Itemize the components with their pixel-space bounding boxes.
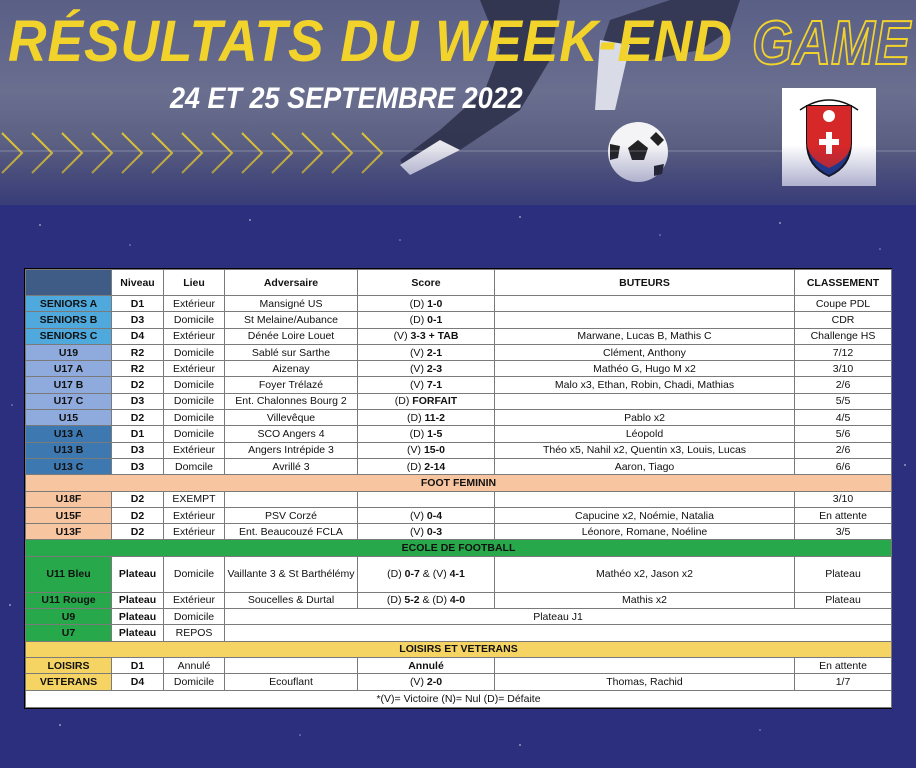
score-separator: & (V) <box>419 568 450 581</box>
lieu-cell: Domcile <box>164 458 225 474</box>
classement-cell: En attente <box>795 507 892 523</box>
table-row <box>26 524 892 540</box>
team-cell: U13 A <box>26 426 112 442</box>
buteurs-cell: Mathis x2 <box>495 592 795 608</box>
buteurs-cell <box>495 312 795 328</box>
header-lieu: Lieu <box>164 270 225 296</box>
table-row <box>26 296 892 312</box>
niveau-cell: D4 <box>112 328 164 344</box>
score-value: 4-1 <box>449 568 465 581</box>
score-cell <box>358 377 495 393</box>
buteurs-cell <box>495 296 795 312</box>
lieu-cell: Annulé <box>164 657 225 673</box>
section-title-feminin: FOOT FEMININ <box>26 475 892 491</box>
score-prefix: (V) <box>393 330 411 343</box>
team-cell: U17 B <box>26 377 112 393</box>
niveau-cell: D2 <box>112 377 164 393</box>
table-row <box>26 674 892 690</box>
lieu-cell: Domicile <box>164 312 225 328</box>
section-row <box>26 475 892 491</box>
score-value: 2-1 <box>426 346 443 359</box>
score-value: 5-2 <box>404 594 420 607</box>
niveau-cell: Plateau <box>112 609 164 625</box>
table-row <box>26 556 892 592</box>
table-row <box>26 426 892 442</box>
section-row <box>26 641 892 657</box>
buteurs-cell: Aaron, Tiago <box>495 458 795 474</box>
score-cell <box>358 344 495 360</box>
score-prefix: (D) <box>409 297 428 310</box>
table-row <box>26 377 892 393</box>
legend-text: *(V)= Victoire (N)= Nul (D)= Défaite <box>26 690 892 707</box>
team-cell: U9 <box>26 609 112 625</box>
niveau-cell: D3 <box>112 442 164 458</box>
score-value: 1-0 <box>427 297 443 310</box>
score-value: FORFAIT <box>412 395 458 408</box>
niveau-cell: D3 <box>112 393 164 409</box>
buteurs-cell: Marwane, Lucas B, Mathis C <box>495 328 795 344</box>
team-cell: U15F <box>26 507 112 523</box>
lieu-cell: REPOS <box>164 625 225 641</box>
club-crest-icon <box>782 88 876 186</box>
lieu-cell: Extérieur <box>164 296 225 312</box>
score-value: 2-14 <box>424 460 446 473</box>
lieu-cell: Domicile <box>164 410 225 426</box>
buteurs-cell: Capucine x2, Noémie, Natalia <box>495 507 795 523</box>
team-cell: LOISIRS <box>26 657 112 673</box>
score-cell <box>358 524 495 540</box>
team-cell: U11 Bleu <box>26 556 112 592</box>
table-row <box>26 410 892 426</box>
adversaire-cell: Sablé sur Sarthe <box>225 344 358 360</box>
football-icon <box>598 120 678 184</box>
score-cell <box>358 312 495 328</box>
score-prefix: (D) <box>386 594 405 607</box>
niveau-cell: D1 <box>112 426 164 442</box>
niveau-cell: D1 <box>112 296 164 312</box>
lieu-cell: Domicile <box>164 393 225 409</box>
adversaire-cell: Ecouflant <box>225 674 358 690</box>
team-cell: SENIORS C <box>26 328 112 344</box>
classement-cell: 1/7 <box>795 674 892 690</box>
lieu-cell: Domicile <box>164 344 225 360</box>
niveau-cell: D2 <box>112 491 164 507</box>
buteurs-cell: Malo x3, Ethan, Robin, Chadi, Mathias <box>495 377 795 393</box>
niveau-cell: Plateau <box>112 592 164 608</box>
buteurs-cell: Clément, Anthony <box>495 344 795 360</box>
table-row <box>26 625 892 641</box>
buteurs-cell: Pablo x2 <box>495 410 795 426</box>
adversaire-cell: Ent. Chalonnes Bourg 2 <box>225 393 358 409</box>
niveau-cell: D2 <box>112 524 164 540</box>
note-cell: Plateau J1 <box>225 609 892 625</box>
adversaire-cell: Soucelles & Durtal <box>225 592 358 608</box>
niveau-cell: R2 <box>112 344 164 360</box>
score-value: 0-3 <box>426 525 443 538</box>
buteurs-cell: Mathéo x2, Jason x2 <box>495 556 795 592</box>
section-row <box>26 540 892 556</box>
score-prefix: (V) <box>409 525 427 538</box>
buteurs-cell: Mathéo G, Hugo M x2 <box>495 361 795 377</box>
adversaire-cell: Vaillante 3 & St Barthélémy <box>225 556 358 592</box>
lieu-cell: Extérieur <box>164 507 225 523</box>
results-table <box>24 268 892 709</box>
score-prefix: (V) <box>409 509 427 522</box>
lieu-cell: Domicile <box>164 609 225 625</box>
classement-cell: En attente <box>795 657 892 673</box>
score-prefix: (V) <box>409 379 427 392</box>
classement-cell: 3/10 <box>795 491 892 507</box>
lieu-cell: Extérieur <box>164 592 225 608</box>
score-cell <box>358 507 495 523</box>
adversaire-cell: Avrillé 3 <box>225 458 358 474</box>
score-prefix: (D) <box>394 395 413 408</box>
classement-cell: 5/6 <box>795 426 892 442</box>
page-title: RÉSULTATS DU WEEK-END <box>8 9 733 74</box>
classement-cell: Plateau <box>795 592 892 608</box>
niveau-cell: D2 <box>112 507 164 523</box>
score-cell <box>358 442 495 458</box>
score-value: 2-0 <box>426 675 443 688</box>
score-value: 2-3 <box>426 362 443 375</box>
niveau-cell: D3 <box>112 312 164 328</box>
team-cell: SENIORS A <box>26 296 112 312</box>
buteurs-cell: Léopold <box>495 426 795 442</box>
score-value: 0-7 <box>404 568 420 581</box>
team-cell: U17 C <box>26 393 112 409</box>
header-team <box>26 270 112 296</box>
classement-cell: 7/12 <box>795 344 892 360</box>
team-cell: U13F <box>26 524 112 540</box>
adversaire-cell: Angers Intrépide 3 <box>225 442 358 458</box>
buteurs-cell <box>495 393 795 409</box>
adversaire-cell: St Melaine/Aubance <box>225 312 358 328</box>
team-cell: U13 B <box>26 442 112 458</box>
buteurs-cell: Thomas, Rachid <box>495 674 795 690</box>
table-row <box>26 328 892 344</box>
team-cell: U19 <box>26 344 112 360</box>
score-cell <box>358 556 495 592</box>
score-prefix: (V) <box>409 362 427 375</box>
table-row <box>26 361 892 377</box>
team-cell: U15 <box>26 410 112 426</box>
score-value: 3-3 + TAB <box>410 330 459 343</box>
lieu-cell: Domicile <box>164 556 225 592</box>
lieu-cell: Domicile <box>164 674 225 690</box>
score-cell <box>358 393 495 409</box>
classement-cell: 3/10 <box>795 361 892 377</box>
team-cell: U18F <box>26 491 112 507</box>
score-cell <box>358 426 495 442</box>
score-prefix: (D) <box>407 411 425 424</box>
classement-cell: CDR <box>795 312 892 328</box>
lieu-cell: Extérieur <box>164 524 225 540</box>
score-value: 7-1 <box>426 379 443 392</box>
niveau-cell: D4 <box>112 674 164 690</box>
lieu-cell: Domicile <box>164 426 225 442</box>
score-prefix: (D) <box>409 428 428 441</box>
adversaire-cell <box>225 657 358 673</box>
score-prefix: (D) <box>387 568 405 581</box>
score-prefix: (V) <box>407 444 424 457</box>
table-row <box>26 609 892 625</box>
score-cell <box>358 592 495 608</box>
header-classement: CLASSEMENT <box>795 270 892 296</box>
adversaire-cell: Dénée Loire Louet <box>225 328 358 344</box>
table-row <box>26 312 892 328</box>
classement-cell: Plateau <box>795 556 892 592</box>
table-header-row <box>26 270 892 296</box>
lieu-cell: Extérieur <box>164 361 225 377</box>
header-banner <box>0 0 916 205</box>
buteurs-cell <box>495 491 795 507</box>
score-separator: & (D) <box>419 594 450 607</box>
empty-cell <box>225 625 892 641</box>
table-row <box>26 507 892 523</box>
classement-cell: 3/5 <box>795 524 892 540</box>
niveau-cell: D1 <box>112 657 164 673</box>
header-score: Score <box>358 270 495 296</box>
adversaire-cell <box>225 491 358 507</box>
classement-cell: Coupe PDL <box>795 296 892 312</box>
club-logo <box>782 88 876 186</box>
team-cell: U7 <box>26 625 112 641</box>
score-cell <box>358 296 495 312</box>
score-value: 11-2 <box>424 411 445 424</box>
lieu-cell: Domicile <box>164 377 225 393</box>
table-row <box>26 657 892 673</box>
field-line <box>0 150 916 152</box>
score-value: 15-0 <box>423 444 445 457</box>
team-cell: U17 A <box>26 361 112 377</box>
chevron-pattern-icon <box>0 128 390 178</box>
classement-cell: 2/6 <box>795 377 892 393</box>
niveau-cell: D2 <box>112 410 164 426</box>
score-value: 0-4 <box>426 509 443 522</box>
score-prefix: (V) <box>409 675 427 688</box>
buteurs-cell: Léonore, Romane, Noéline <box>495 524 795 540</box>
lieu-cell: Extérieur <box>164 328 225 344</box>
adversaire-cell: Aizenay <box>225 361 358 377</box>
table-row <box>26 458 892 474</box>
score-cell <box>358 361 495 377</box>
score-value: 0-1 <box>427 313 443 326</box>
table-row <box>26 344 892 360</box>
score-prefix: (V) <box>409 346 427 359</box>
header-buteurs: BUTEURS <box>495 270 795 296</box>
niveau-cell: Plateau <box>112 556 164 592</box>
score-prefix: (D) <box>406 460 425 473</box>
team-cell: VETERANS <box>26 674 112 690</box>
score-cell <box>358 491 495 507</box>
adversaire-cell: Ent. Beaucouzé FCLA <box>225 524 358 540</box>
adversaire-cell: Foyer Trélazé <box>225 377 358 393</box>
team-cell: U11 Rouge <box>26 592 112 608</box>
page-subtitle: 24 ET 25 SEPTEMBRE 2022 <box>170 82 523 115</box>
niveau-cell: D3 <box>112 458 164 474</box>
classement-cell: Challenge HS <box>795 328 892 344</box>
section-title-ecole: ECOLE DE FOOTBALL <box>26 540 892 556</box>
classement-cell: 4/5 <box>795 410 892 426</box>
watermark-text: GAME <box>752 9 911 78</box>
team-cell: SENIORS B <box>26 312 112 328</box>
score-cell <box>358 410 495 426</box>
adversaire-cell: SCO Angers 4 <box>225 426 358 442</box>
niveau-cell: R2 <box>112 361 164 377</box>
header-adversaire: Adversaire <box>225 270 358 296</box>
score-cell <box>358 328 495 344</box>
buteurs-cell <box>495 657 795 673</box>
niveau-cell: Plateau <box>112 625 164 641</box>
score-cell <box>358 458 495 474</box>
score-value: 4-0 <box>449 594 466 607</box>
team-cell: U13 C <box>26 458 112 474</box>
table-row <box>26 592 892 608</box>
table-row <box>26 442 892 458</box>
score-value: Annulé <box>408 659 444 672</box>
legend-row <box>26 690 892 707</box>
classement-cell: 6/6 <box>795 458 892 474</box>
adversaire-cell: PSV Corzé <box>225 507 358 523</box>
score-cell <box>358 657 495 673</box>
lieu-cell: EXEMPT <box>164 491 225 507</box>
adversaire-cell: Mansigné US <box>225 296 358 312</box>
table-row <box>26 491 892 507</box>
classement-cell: 5/5 <box>795 393 892 409</box>
adversaire-cell: Villevêque <box>225 410 358 426</box>
lieu-cell: Extérieur <box>164 442 225 458</box>
score-value: 1-5 <box>427 428 443 441</box>
score-cell <box>358 674 495 690</box>
classement-cell: 2/6 <box>795 442 892 458</box>
score-prefix: (D) <box>409 313 428 326</box>
table-row <box>26 393 892 409</box>
buteurs-cell: Théo x5, Nahil x2, Quentin x3, Louis, Lucas <box>495 442 795 458</box>
section-title-loisirs: LOISIRS ET VETERANS <box>26 641 892 657</box>
header-niveau: Niveau <box>112 270 164 296</box>
